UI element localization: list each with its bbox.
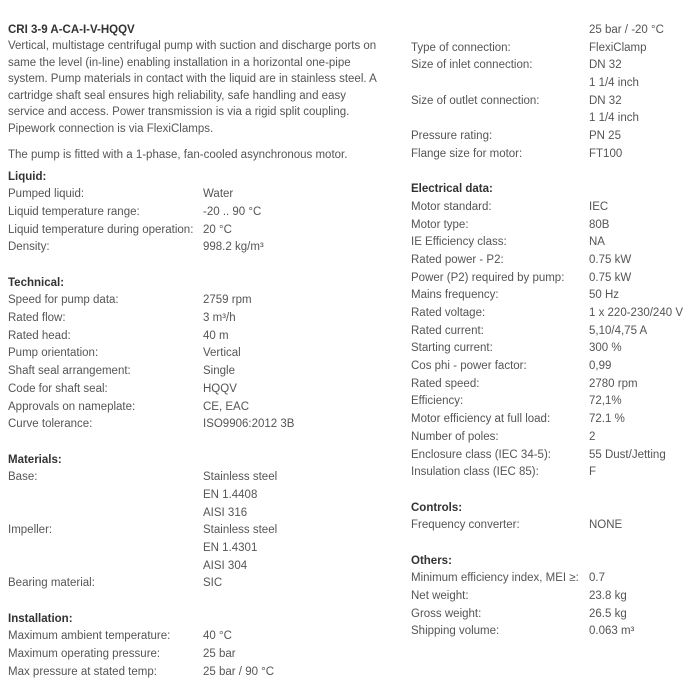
spec-row: [411, 464, 696, 482]
spec-row: [8, 292, 380, 310]
spec-value: Stainless steel: [203, 524, 278, 537]
section-heading: Controls:: [411, 501, 463, 514]
spec-label: Code for shaft seal:: [8, 382, 108, 395]
spec-value: 25 bar / -20 °C: [589, 24, 664, 36]
spec-row: [411, 588, 696, 606]
spec-row: [411, 623, 696, 641]
spec-value: DN 32: [589, 94, 622, 107]
spec-value: 40 m: [203, 329, 229, 342]
spec-row: [411, 447, 696, 465]
spec-row: [8, 345, 380, 363]
right-spec-sections: [411, 164, 696, 642]
spec-label: [411, 22, 589, 40]
spec-label: IE Efficiency class:: [411, 236, 507, 249]
spec-row: [8, 487, 380, 505]
spec-label: Bearing material:: [8, 577, 95, 590]
spec-value: 20 °C: [203, 223, 232, 236]
spec-label: Liquid temperature range:: [8, 205, 140, 218]
spec-value: 5,10/4,75 A: [589, 324, 648, 337]
section-gap: [8, 257, 380, 275]
spec-row: [411, 393, 696, 411]
spec-value: 0,99: [589, 360, 612, 373]
spec-row: [411, 146, 696, 164]
spec-value: EN 1.4301: [203, 542, 258, 554]
spec-value: CE, EAC: [203, 400, 250, 413]
spec-row: [411, 340, 696, 358]
spec-value: 55 Dust/Jetting: [589, 448, 666, 461]
spec-row: [411, 128, 696, 146]
spec-row: [8, 575, 380, 593]
spec-value: Single: [203, 365, 235, 378]
spec-row: [8, 222, 380, 240]
spec-value: 72,1%: [589, 395, 622, 408]
spec-label: Rated speed:: [411, 377, 480, 390]
product-title: CRI 3-9 A-CA-I-V-HQQV: [8, 24, 135, 36]
spec-label: Minimum efficiency index, MEI ≥:: [411, 572, 579, 585]
spec-label: Motor type:: [411, 218, 469, 231]
spec-row: [411, 376, 696, 394]
spec-row: [8, 469, 380, 487]
spec-row: [411, 411, 696, 429]
spec-value: HQQV: [203, 382, 237, 395]
spec-label: Curve tolerance:: [8, 418, 93, 431]
section-gap: [411, 535, 696, 553]
spec-label: Rated voltage:: [411, 307, 486, 319]
section-heading: Electrical data:: [411, 183, 493, 196]
spec-label: Number of poles:: [411, 430, 499, 443]
spec-value: NA: [589, 236, 605, 249]
spec-row: [8, 239, 380, 257]
spec-label: [8, 558, 203, 576]
right-column: [411, 22, 696, 641]
spec-row: [411, 570, 696, 588]
spec-label: Insulation class (IEC 85):: [411, 466, 539, 479]
spec-row: [411, 287, 696, 305]
spec-row: [411, 234, 696, 252]
spec-label: Density:: [8, 241, 50, 254]
spec-value: 50 Hz: [589, 289, 620, 302]
spec-row: [8, 505, 380, 523]
spec-label: [8, 505, 203, 523]
spec-label: [411, 75, 589, 93]
spec-row: [8, 328, 380, 346]
spec-label: Frequency converter:: [411, 519, 520, 532]
section-gap: [8, 593, 380, 611]
spec-value: 2: [589, 430, 596, 443]
spec-row: [411, 429, 696, 447]
spec-label: Approvals on nameplate:: [8, 400, 136, 413]
spec-value: FlexiClamp: [589, 41, 647, 54]
spec-label: Enclosure class (IEC 34-5):: [411, 448, 551, 461]
spec-label: Base:: [8, 471, 38, 484]
spec-label: Motor standard:: [411, 200, 492, 213]
section-heading: Installation:: [8, 612, 73, 625]
spec-label: [8, 487, 203, 505]
spec-label: Rated flow:: [8, 312, 66, 325]
spec-label: Maximum ambient temperature:: [8, 630, 171, 643]
product-description: Vertical, multistage centrifugal pump with suction and discharge ports on same the level (in-line) enabling installation in a horizontal one-pipe system. Pump materials in contact with the liquid are in stainless steel. A cartridge shaft seal ensures high reliability, safe handling and easy service and access. Power transmission is via a rigid split coupling. Pipework connection is via FlexiClamps.: [8, 40, 377, 135]
spec-row: [411, 93, 696, 111]
spec-label: Power (P2) required by pump:: [411, 271, 565, 284]
left-column: [8, 22, 380, 682]
section-heading: Others:: [411, 554, 452, 567]
spec-value: 0.7: [589, 572, 605, 585]
spec-row: [8, 310, 380, 328]
spec-row: [411, 358, 696, 376]
spec-value: 2759 rpm: [203, 294, 252, 307]
spec-row: [8, 186, 380, 204]
spec-value: EN 1.4408: [203, 488, 258, 501]
spec-label: Size of outlet connection:: [411, 94, 540, 107]
spec-row: [411, 217, 696, 235]
spec-label: Pump orientation:: [8, 347, 99, 360]
spec-label: Pressure rating:: [411, 130, 493, 143]
spec-value: 26.5 kg: [589, 607, 627, 620]
spec-value: 25 bar: [203, 648, 236, 661]
spec-label: Type of connection:: [411, 41, 511, 54]
spec-value: 40 °C: [203, 630, 232, 643]
spec-row: [8, 628, 380, 646]
spec-row: [8, 540, 380, 558]
spec-value: 3 m³/h: [203, 312, 236, 325]
spec-row: [411, 110, 696, 128]
spec-value: 1 x 220-230/240 V: [589, 307, 683, 319]
spec-row: [411, 606, 696, 624]
spec-value: 2780 rpm: [589, 377, 638, 390]
spec-value: 0.75 kW: [589, 271, 632, 284]
spec-value: ISO9906:2012 3B: [203, 418, 295, 431]
spec-label: Mains frequency:: [411, 289, 499, 302]
spec-row: [411, 270, 696, 288]
spec-row: [411, 305, 696, 323]
spec-value: NONE: [589, 519, 623, 532]
spec-label: [8, 540, 203, 558]
spec-label: Impeller:: [8, 524, 53, 537]
spec-label: Maximum operating pressure:: [8, 648, 161, 661]
spec-label: Pumped liquid:: [8, 188, 85, 201]
spec-value: FT100: [589, 147, 623, 160]
section-gap: [411, 482, 696, 500]
left-spec-sections: [8, 169, 380, 682]
spec-label: Shipping volume:: [411, 625, 500, 638]
spec-label: Rated power - P2:: [411, 253, 504, 266]
spec-label: Motor efficiency at full load:: [411, 413, 551, 426]
section-heading: Technical:: [8, 276, 65, 289]
spec-label: Rated current:: [411, 324, 484, 337]
spec-label: Rated head:: [8, 329, 71, 342]
spec-row: [8, 522, 380, 540]
spec-row: [8, 204, 380, 222]
spec-label: Size of inlet connection:: [411, 59, 533, 72]
spec-label: Max pressure at stated temp:: [8, 665, 157, 678]
spec-row: [411, 22, 696, 40]
spec-value: 300 %: [589, 342, 622, 355]
spec-row: [8, 664, 380, 682]
spec-value: Stainless steel: [203, 471, 278, 484]
spec-row: [411, 40, 696, 58]
spec-label: Shaft seal arrangement:: [8, 365, 131, 378]
spec-value: 25 bar / 90 °C: [203, 665, 275, 678]
spec-value: 72.1 %: [589, 413, 625, 426]
spec-value: 998.2 kg/m³: [203, 241, 264, 254]
spec-row: [8, 381, 380, 399]
spec-row: [411, 323, 696, 341]
spec-label: Starting current:: [411, 342, 493, 355]
section-gap: [411, 164, 696, 182]
spec-value: Water: [203, 188, 234, 201]
spec-label: [411, 110, 589, 128]
spec-row: [8, 646, 380, 664]
spec-label: Flange size for motor:: [411, 147, 523, 160]
spec-value: 0.75 kW: [589, 253, 632, 266]
spec-value: 80B: [589, 218, 610, 231]
spec-value: PN 25: [589, 130, 621, 143]
spec-row: [411, 75, 696, 93]
spec-row: [411, 57, 696, 75]
spec-value: -20 .. 90 °C: [203, 205, 262, 218]
spec-row: [8, 363, 380, 381]
spec-value: IEC: [589, 200, 609, 213]
spec-value: 1 1/4 inch: [589, 77, 639, 90]
spec-label: Cos phi - power factor:: [411, 360, 527, 373]
spec-value: 1 1/4 inch: [589, 112, 639, 125]
spec-label: Efficiency:: [411, 395, 464, 408]
spec-row: [411, 199, 696, 217]
motor-note: The pump is fitted with a 1-phase, fan-cooled asynchronous motor.: [8, 148, 348, 161]
spec-value: Vertical: [203, 347, 241, 360]
spec-value: SIC: [203, 577, 223, 590]
spec-row: [411, 252, 696, 270]
spec-row: [411, 517, 696, 535]
spec-label: Gross weight:: [411, 607, 482, 620]
spec-value: 23.8 kg: [589, 590, 627, 602]
spec-row: [8, 416, 380, 434]
section-heading: Liquid:: [8, 170, 47, 183]
spec-label: Liquid temperature during operation:: [8, 223, 194, 236]
section-gap: [8, 434, 380, 452]
spec-label: Net weight:: [411, 590, 469, 602]
spec-value: F: [589, 466, 597, 479]
right-intro-rows: [411, 40, 696, 164]
spec-row: [8, 399, 380, 417]
spec-value: AISI 316: [203, 506, 248, 519]
spec-value: AISI 304: [203, 559, 248, 572]
section-heading: Materials:: [8, 453, 62, 466]
spec-label: Speed for pump data:: [8, 294, 119, 307]
spec-row: [8, 558, 380, 576]
spec-value: DN 32: [589, 59, 622, 72]
spec-value: 0.063 m³: [589, 625, 635, 638]
